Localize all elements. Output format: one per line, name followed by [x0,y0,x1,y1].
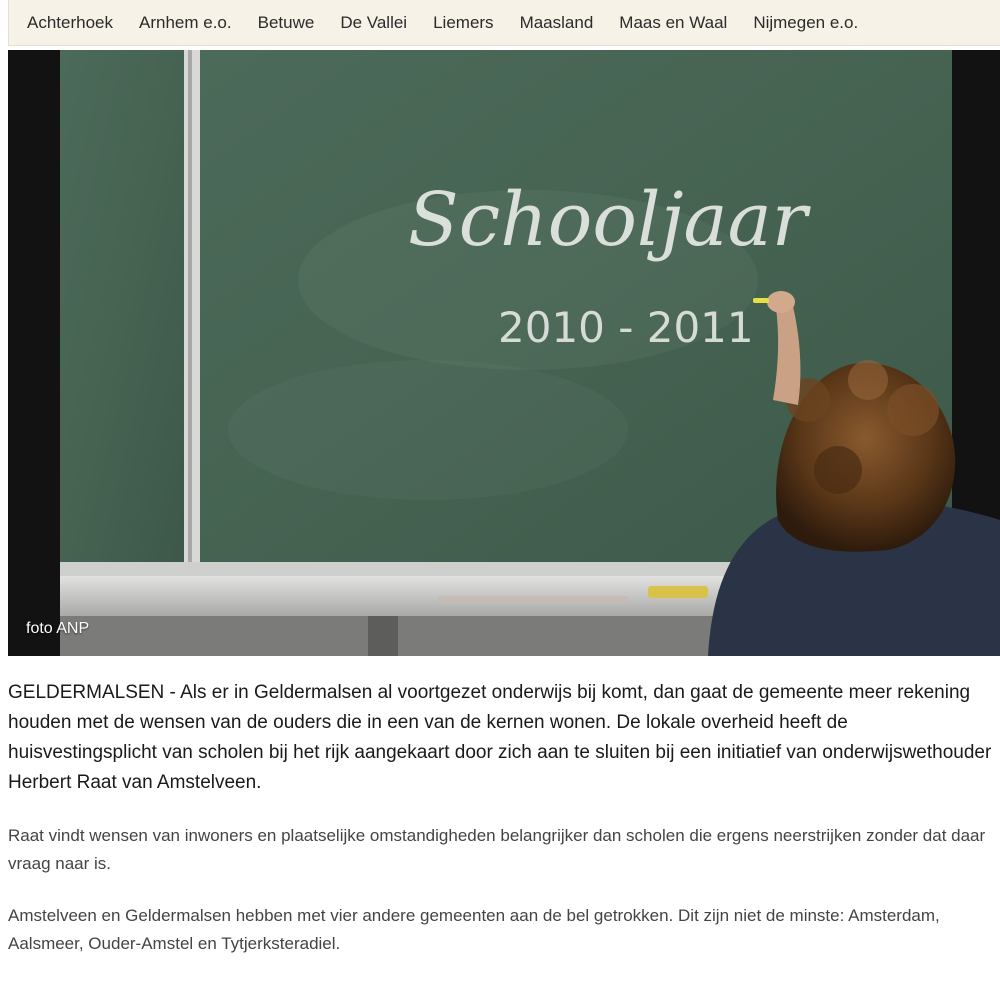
nav-item-maas-en-waal[interactable]: Maas en Waal [619,12,728,32]
chalkboard-illustration [8,50,1000,656]
nav-item-maasland[interactable]: Maasland [519,12,594,32]
article-paragraph: Amstelveen en Geldermalsen hebben met vier andere gemeenten aan de bel getrokken. Dit zijn niet de minste: Amsterdam, Aalsmeer, Ouder-Amstel en Tytjerksteradiel. [8,906,940,953]
chalk-text-schooljaar: Schooljaar [408,177,808,263]
nav-item-de-vallei[interactable]: De Vallei [340,12,408,32]
article-lead: GELDERMALSEN - Als er in Geldermalsen al voortgezet onderwijs bij komt, dan gaat de gemeente meer rekening houden met de wensen van de ouders die in een van de kernen wonen. De lokale overheid heeft de huisvestingsplicht van scholen bij het rijk aangekaart door zich aan te sluiten bij een initiatief van onderwijswethouder Herbert Raat van Amstelveen. [8,682,992,793]
article-paragraph: Raat vindt wensen van inwoners en plaatselijke omstandigheden belangrijker dan scholen die ergens neerstrijken zonder dat daar vraag naar is. [8,826,986,873]
article-body [8,678,1000,958]
photo-credit: foto ANP [26,620,90,637]
article-photo [8,50,1000,656]
nav-item-liemers[interactable]: Liemers [433,12,494,32]
region-nav [8,0,1000,46]
nav-item-arnhem[interactable]: Arnhem e.o. [139,12,232,32]
nav-item-nijmegen[interactable]: Nijmegen e.o. [753,12,859,32]
nav-item-achterhoek[interactable]: Achterhoek [27,12,113,32]
chalk-text-year: 2010 - 2011 [498,303,754,352]
nav-item-betuwe[interactable]: Betuwe [257,12,315,32]
